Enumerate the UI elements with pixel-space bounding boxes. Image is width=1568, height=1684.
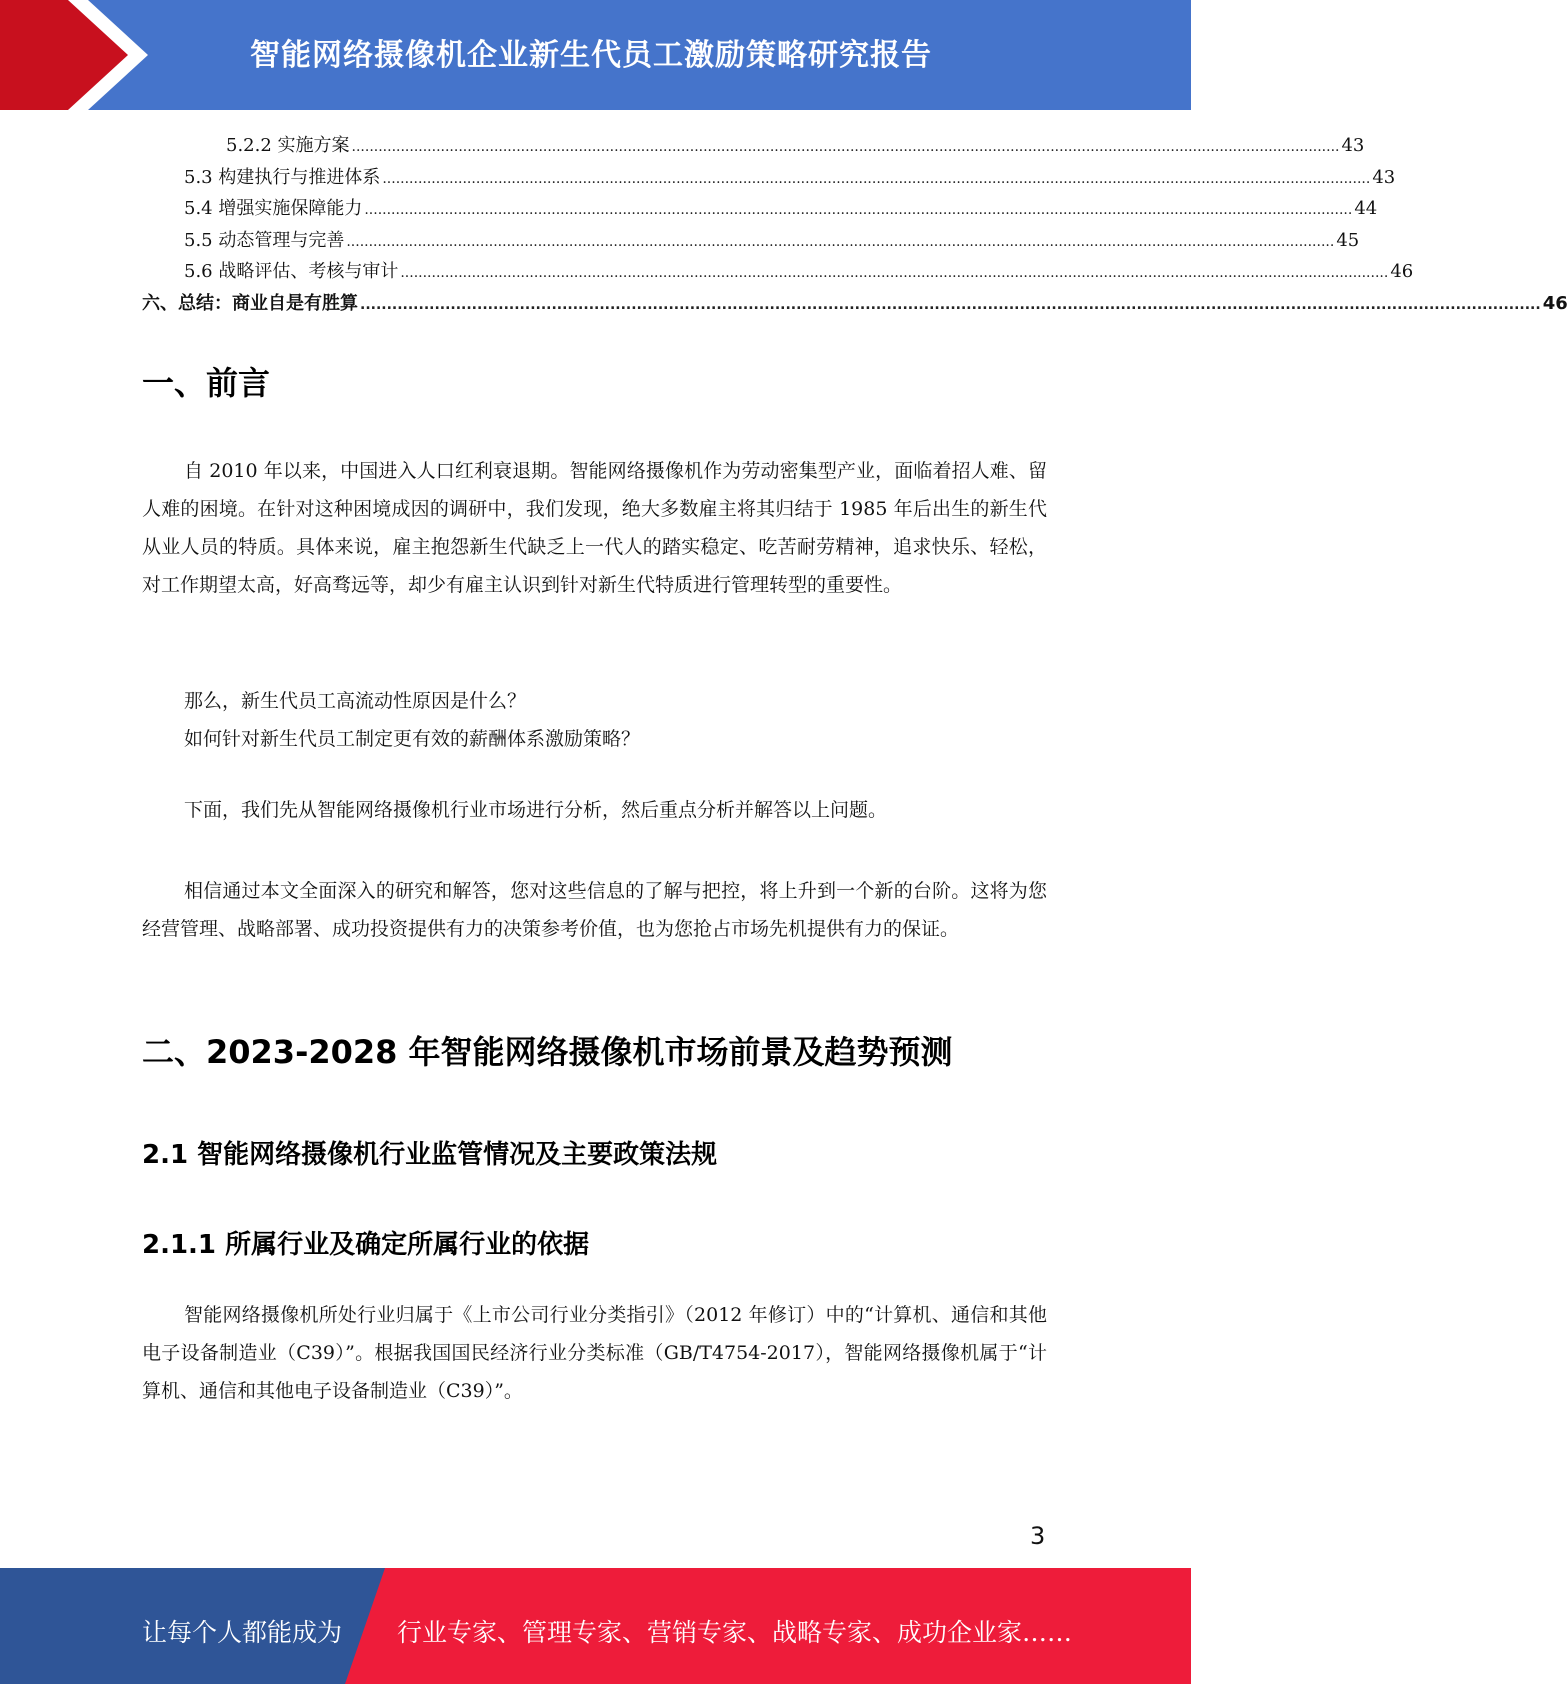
section-heading-preface: 一、前言 xyxy=(142,364,271,402)
paragraph-intro: 自 2010 年以来，中国进入人口红利衰退期。智能网络摄像机作为劳动密集型产业，面临着招人难、留人难的困境。在针对这种困境成因的调研中，我们发现，绝大多数雇主将其归结于 1985 年后出生的新生代从业人员的特质。具体来说，雇主抱怨新生代缺乏上一代人的踏实稳定、吃苦耐劳精神，追求快乐、轻松，对工作期望太高，好高骛远等，却少有雇主认识到针对新生代特质进行管理转型的重要性。 xyxy=(142,460,1047,596)
page-number: 3 xyxy=(1030,1522,1046,1550)
toc-entry-label: 5.4 增强实施保障能力 xyxy=(184,198,363,219)
question-line: 如何针对新生代员工制定更有效的薪酬体系激励策略？ xyxy=(184,728,641,750)
toc-entry-page: 46 xyxy=(1542,292,1568,314)
subsection-heading: 2.1 智能网络摄像机行业监管情况及主要政策法规 xyxy=(142,1140,718,1170)
paragraph-industry: 智能网络摄像机所处行业归属于《上市公司行业分类指引》（2012 年修订）中的“计算机、通信和其他电子设备制造业（C39）”。根据我国国民经济行业分类标准（GB/T4754-2017），智能网络摄像机属于“计算机、通信和其他电子设备制造业（C39）”。 xyxy=(142,1304,1047,1402)
toc-entry[interactable] xyxy=(142,226,1360,258)
toc-entry-page: 43 xyxy=(1341,135,1365,156)
paragraph-conclusion: 相信通过本文全面深入的研究和解答，您对这些信息的了解与把控，将上升到一个新的台阶。这将为您经营管理、战略部署、成功投资提供有力的决策参考价值，也为您抢占市场先机提供有力的保证。 xyxy=(142,880,1047,940)
toc-entry-label: 六、总结：商业自是有胜算 xyxy=(142,292,358,314)
toc-leader-dots: .............................................................................................................................................................................................................................. xyxy=(400,265,1389,281)
toc-entry-page: 45 xyxy=(1336,229,1360,251)
toc-entry[interactable] xyxy=(142,131,1365,163)
subsection-heading: 2.1.1 所属行业及确定所属行业的依据 xyxy=(142,1230,590,1260)
toc-leader-dots: .............................................................................................................................................................................................................................. xyxy=(382,170,1371,187)
toc-entry[interactable] xyxy=(142,163,1396,195)
footer-slogan-right: 行业专家、管理专家、营销专家、战略专家、成功企业家…… xyxy=(397,1618,1073,1647)
toc-entry[interactable] xyxy=(142,257,1414,289)
toc-entry-label: 5.2.2 实施方案 xyxy=(226,135,350,156)
toc-entry-label: 5.5 动态管理与完善 xyxy=(184,229,345,251)
toc-entry-page: 46 xyxy=(1390,261,1414,282)
footer-slogan-left: 让每个人都能成为 xyxy=(142,1618,343,1647)
toc-leader-dots: .............................................................................................................................................................................................................................. xyxy=(346,233,1335,250)
toc-entry[interactable] xyxy=(142,194,1378,226)
page-header xyxy=(0,0,1191,110)
question-line: 那么，新生代员工高流动性原因是什么？ xyxy=(184,690,527,712)
toc-entry-page: 43 xyxy=(1372,166,1396,188)
toc-entry[interactable] xyxy=(142,289,1568,321)
section-heading-market-forecast: 二、2023-2028 年智能网络摄像机市场前景及趋势预测 xyxy=(142,1033,953,1071)
toc-entry-label: 5.6 战略评估、考核与审计 xyxy=(184,261,399,282)
toc-entry-label: 5.3 构建执行与推进体系 xyxy=(184,166,381,188)
toc-leader-dots: .............................................................................................................................................................................................................................. xyxy=(360,296,1541,313)
table-of-contents xyxy=(142,131,1568,320)
paragraph-analysis: 下面，我们先从智能网络摄像机行业市场进行分析，然后重点分析并解答以上问题。 xyxy=(184,799,888,821)
toc-leader-dots: .............................................................................................................................................................................................................................. xyxy=(364,202,1353,218)
page-footer xyxy=(0,1568,1191,1684)
toc-leader-dots: .............................................................................................................................................................................................................................. xyxy=(351,139,1340,155)
header-title: 智能网络摄像机企业新生代员工激励策略研究报告 xyxy=(250,38,932,73)
toc-entry-page: 44 xyxy=(1354,198,1378,219)
